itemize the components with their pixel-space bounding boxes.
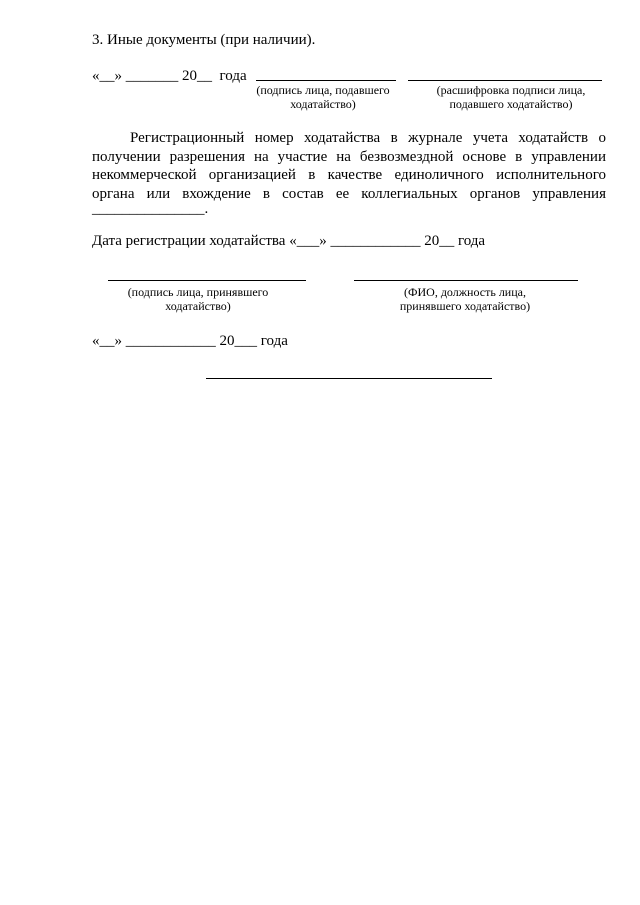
applicant-signature-line — [256, 80, 396, 81]
caption-line: (расшифровка подписи лица, — [436, 83, 586, 97]
applicant-decryption-line — [408, 80, 602, 81]
registration-paragraph-line-5 — [92, 200, 208, 218]
applicant-date — [92, 67, 247, 85]
applicant-signature-caption — [252, 83, 394, 111]
applicant-decryption-caption — [418, 83, 604, 111]
receiver-signature-line — [108, 280, 306, 281]
caption-line: ходатайство) — [165, 299, 231, 313]
day-blank: __ — [99, 68, 115, 84]
registration-paragraph-line-3: некоммерческой организацией в качестве единоличного исполнительного — [92, 167, 606, 183]
caption-line: (ФИО, должность лица, — [404, 285, 526, 299]
receiver-fio-line — [354, 280, 578, 281]
quote-open: « — [92, 68, 100, 84]
caption-line: ходатайство) — [290, 97, 356, 111]
month-blank: _______ — [125, 68, 179, 84]
receiver-fio-caption — [380, 285, 550, 313]
receiver-signature-caption — [112, 285, 284, 313]
year-prefix: 20 — [182, 68, 197, 84]
year-blank: __ — [197, 68, 212, 84]
quote-close: » — [114, 68, 122, 84]
registration-number-blank: _______________ — [92, 201, 205, 217]
caption-line: (подпись лица, подавшего — [256, 83, 390, 97]
registration-paragraph-line-1: Регистрационный номер ходатайства в журнале учета ходатайств о — [130, 130, 606, 146]
year-word: года — [219, 68, 247, 84]
final-date-line: «__» ____________ 20___ года — [92, 333, 288, 349]
caption-line: (подпись лица, принявшего — [127, 285, 269, 299]
caption-line: принявшего ходатайство) — [399, 299, 531, 313]
caption-line: подавшего ходатайство) — [449, 97, 573, 111]
registration-date-line: Дата регистрации ходатайства «___» ____________ 20__ года — [92, 233, 486, 249]
closing-rule — [206, 378, 492, 379]
registration-paragraph-line-2: получении разрешения на участие на безвозмездной основе в управлении — [92, 149, 606, 165]
registration-paragraph-line-4: органа или вхождение в состав ее коллегиальных органов управления — [92, 186, 606, 202]
section-3-title: 3. Иные документы (при наличии). — [92, 32, 316, 48]
period: . — [204, 201, 209, 217]
